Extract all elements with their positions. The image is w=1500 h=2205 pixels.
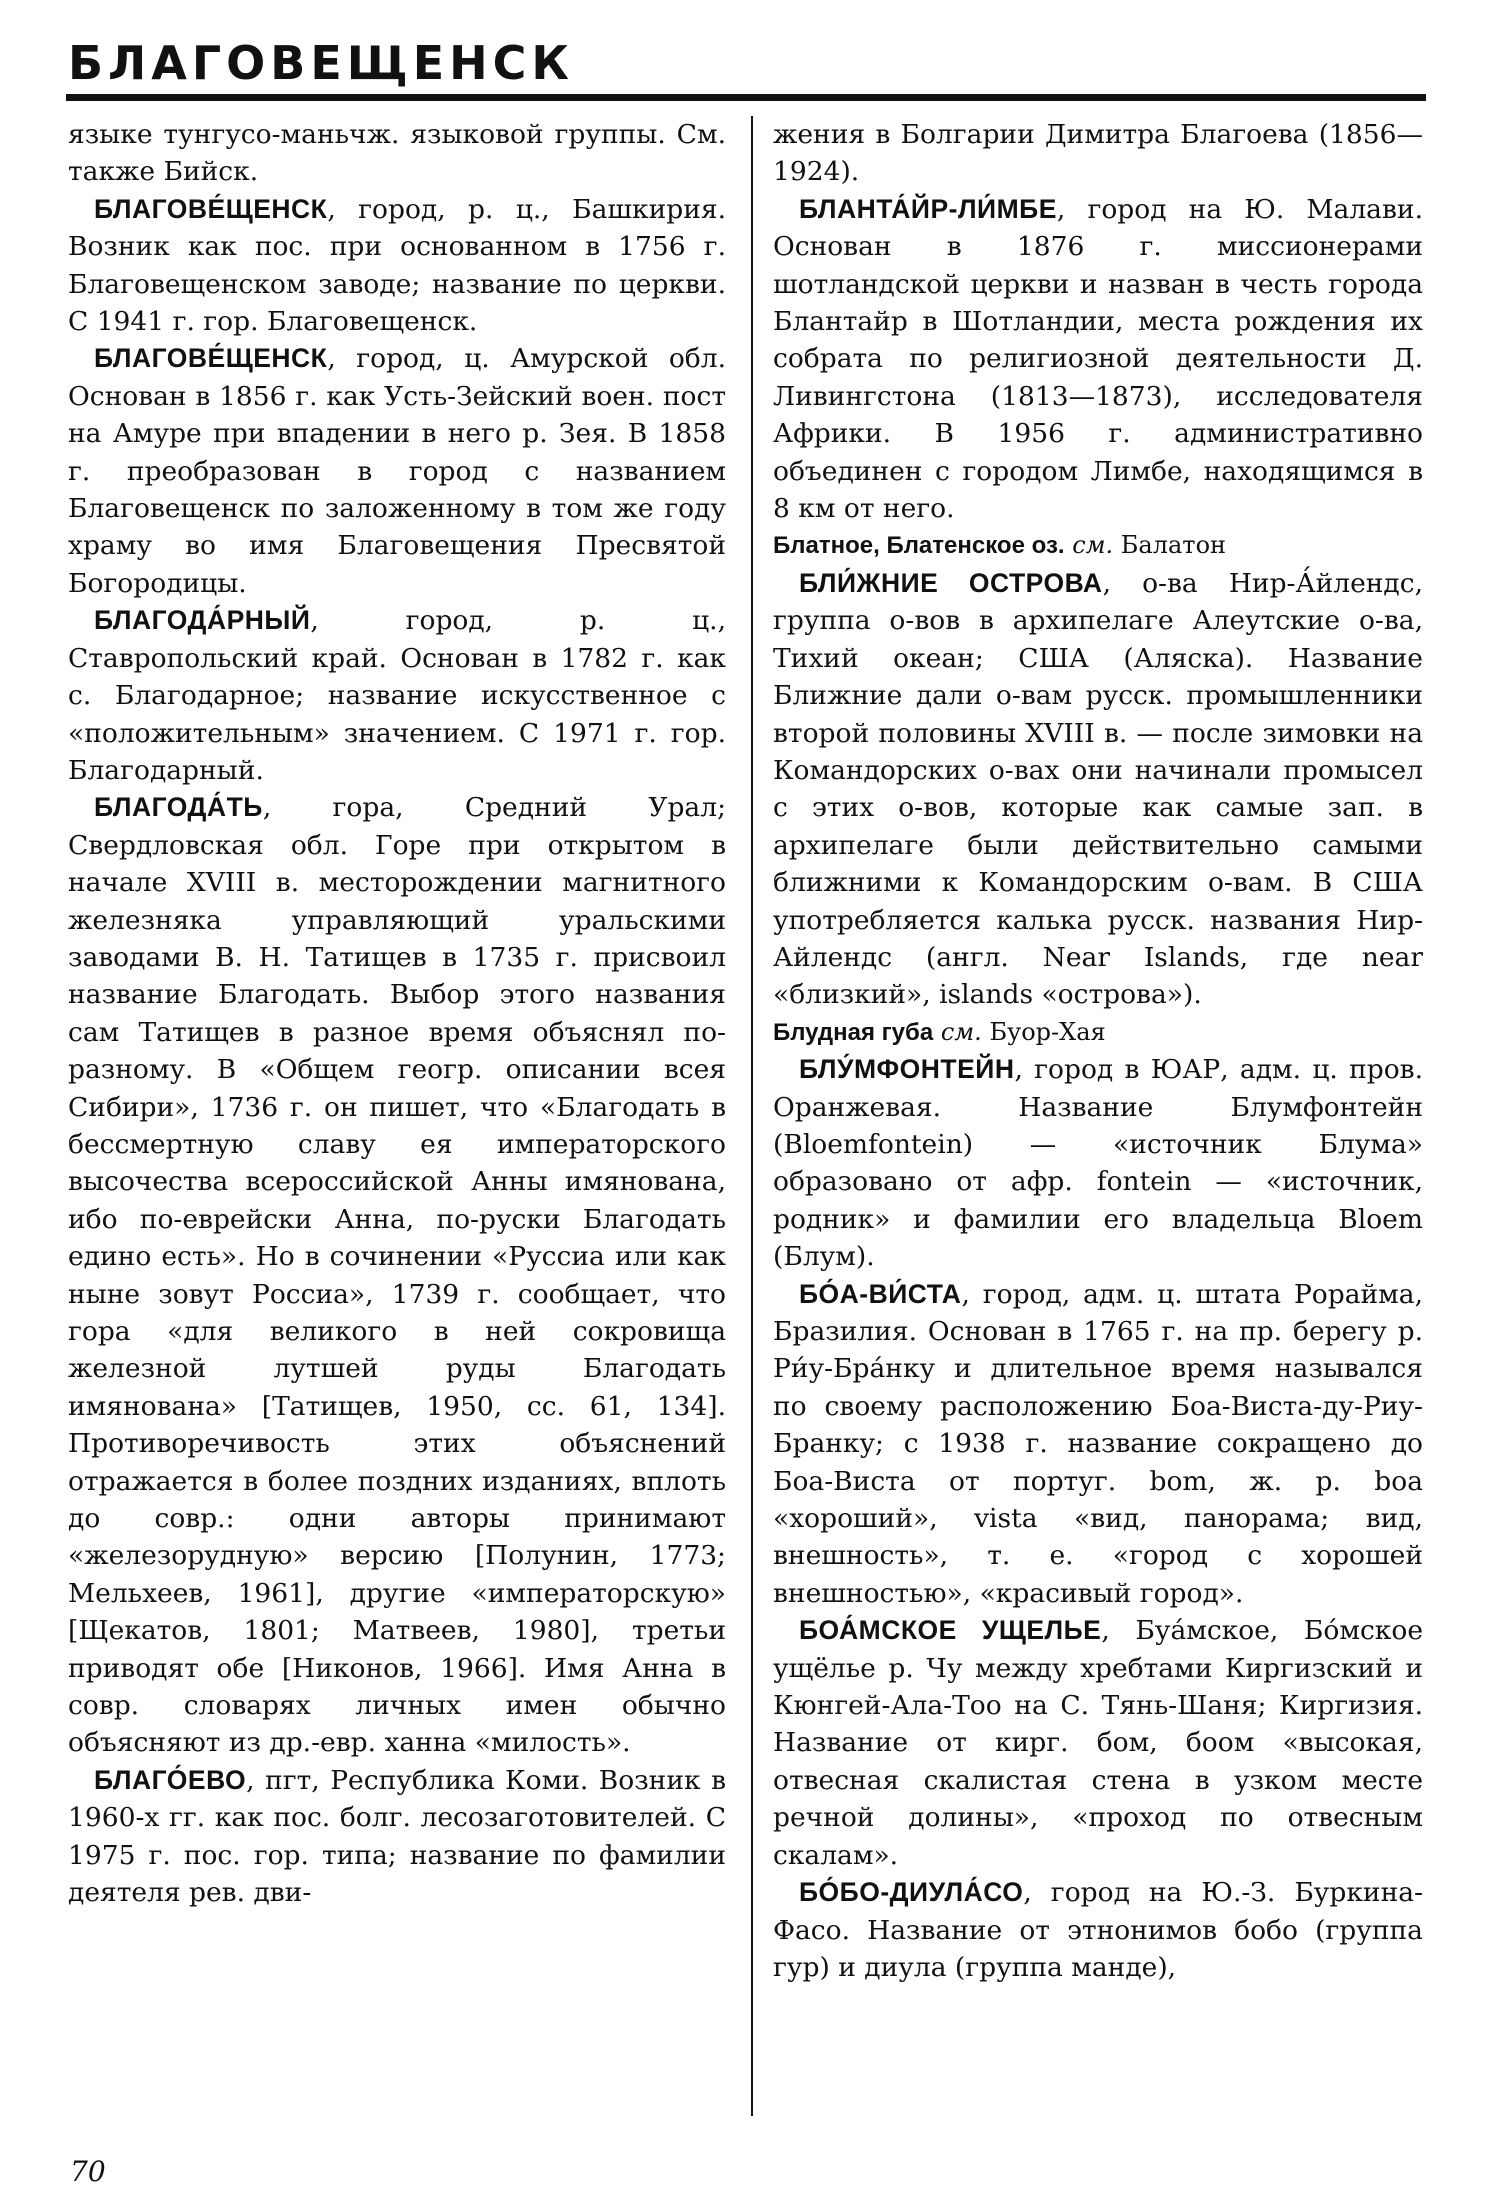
entry-headword: БО́А-ВИ́СТА	[799, 1278, 962, 1309]
entry-text: , город на Ю. Малави. Основан в 1876 г. миссионерами шотландской церкви и назван в честь города Блантайр в Шотландии, места рождения их собрата по религиозной деятельности Д. Ливингстона (1813—1873), исследователя Африки. В 1956 г. административно объединен с городом Лимбе, находящимся в 8 км от него.	[773, 193, 1423, 525]
entry	[68, 191, 726, 341]
cross-reference-term: Блатное, Блатенское оз.	[773, 532, 1065, 560]
cross-reference	[773, 1014, 1423, 1051]
right-column	[773, 116, 1423, 2116]
entry	[68, 1762, 726, 1912]
continuation-text: жения в Болгарии Димитра Благоева (1856—1924).	[773, 119, 1423, 188]
entry-text: , город, р. ц., Ставропольский край. Основан в 1782 г. как с. Благодарное; название искусственное с «положительным» значением. С 1971 г. гор. Благодарный.	[68, 605, 726, 786]
cross-reference-see: см.	[940, 1017, 982, 1046]
header-rule	[66, 94, 1426, 101]
entry-headword: БОА́МСКОЕ УЩЕЛЬЕ	[799, 1615, 1102, 1646]
entry	[773, 191, 1423, 528]
continuation-text: языке тунгусо-маньчж. языковой группы. См. также Бийск.	[68, 119, 726, 188]
entry-text: , город в ЮАР, адм. ц. пров. Оранжевая. Название Блумфонтейн (Bloemfontein) — «источник Блума» образовано от афр. fontein — «источник, родник» и фамилии его владельца Bloem (Блум).	[773, 1054, 1423, 1273]
entry	[773, 1612, 1423, 1874]
entry-text: , гора, Средний Урал; Свердловская обл. Горе при открытом в начале XVIII в. месторождении магнитного железняка управляющий уральскими заводами В. Н. Татищев в 1735 г. присвоил название Благодать. Выбор этого названия сам Татищев в разное время объяснял по-разному. В «Общем геогр. описании всея Сибири», 1736 г. он пишет, что «Благодать в бессмертную славу ея императорского высочества всероссийской Анны имянована, ибо по-еврейски Анна, по-руски Благодать едино есть». Но в сочинении «Руссиа или как ныне зовут Россиа», 1739 г. сообщает, что гора «для великого в ней сокровища железной лутшей руды Благодать имянована» [Татищев, 1950, сс. 61, 134]. Противоречивость этих объяснений отражается в более поздних изданиях, вплоть до совр.: одни авторы принимают «железорудную» версию [Полунин, 1773; Мельхеев, 1961], другие «императорскую» [Щекатов, 1801; Матвеев, 1980], третьи приводят обе [Никонов, 1966]. Имя Анна в совр. словарях личных имен обычно объясняют из др.-евр. ханна «милость».	[68, 792, 726, 1759]
entry	[68, 602, 726, 789]
entry-headword: БЛАГОДА́РНЫЙ	[94, 605, 311, 636]
entry	[773, 1874, 1423, 1986]
entry	[773, 565, 1423, 1014]
entry-text: , Буа́мское, Бо́мское ущёлье р. Чу между хребтами Киргизский и Кюнгей-Ала-Тоо на С. Тянь-Шаня; Киргизия. Название от кирг. бом, боом «высокая, отвесная скалистая стена в узком месте речной долины», «проход по отвесным скалам».	[773, 1615, 1423, 1871]
entry-headword: БЛАГОДА́ТЬ	[94, 792, 263, 823]
entry-headword: БЛИ́ЖНИЕ ОСТРОВА	[799, 567, 1103, 598]
cross-reference-target: Балатон	[1120, 531, 1227, 560]
entry-text: , город, р. ц., Башкирия. Возник как пос. при основанном в 1756 г. Благовещенском заводе; название по церкви. С 1941 г. гор. Благовещенск.	[68, 193, 726, 338]
entry-text: , пгт, Республика Коми. Возник в 1960-х гг. как пос. болг. лесозаготовителей. С 1975 г. пос. гор. типа; название по фамилии деятеля рев. дви-	[68, 1764, 726, 1909]
entry-headword: БЛАГОВЕ́ЩЕНСК	[94, 193, 328, 224]
column-divider	[751, 116, 753, 2116]
cross-reference	[773, 527, 1423, 564]
entry-headword: БЛУ́МФОНТЕЙН	[799, 1054, 1015, 1085]
entry-text: , о-ва Нир-А́йлендс, группа о-вов в архипелаге Алеутские о-ва, Тихий океан; США (Аляска). Название Ближние дали о-вам русск. промышленники второй половины XVIII в. — после зимовки на Командорских о-вах они начинали промысел с этих о-вов, которые как самые зап. в архипелаге были действительно самыми ближними к Командорским о-вам. В США употребляется калька русск. названия Нир-Айлендс (англ. Near Islands, где near «близкий», islands «острова»).	[773, 567, 1423, 1011]
entry	[68, 789, 726, 1762]
entry-headword: БЛАНТА́ЙР-ЛИ́МБЕ	[799, 193, 1057, 224]
page-number: 70	[70, 2155, 106, 2188]
entry	[68, 340, 726, 602]
entry	[773, 1051, 1423, 1275]
cross-reference-term: Блудная губа	[773, 1018, 934, 1046]
cross-reference-see: см.	[1072, 531, 1114, 560]
left-column	[68, 116, 726, 2116]
cross-reference-target: Буор-Хая	[989, 1017, 1106, 1046]
entry-headword: БО́БО-ДИУЛА́СО	[799, 1877, 1024, 1908]
entry-text: , город, адм. ц. штата Рорайма, Бразилия. Основан в 1765 г. на пр. берегу р. Ри́у-Бра́нку и длительное время назывался по своему расположению Боа-Виста-ду-Риу-Бранку; с 1938 г. название сокращено до Боа-Виста от португ. bom, ж. р. boa «хороший», vista «вид, панорама; вид, внешность», т. е. «город с хорошей внешностью», «красивый город».	[773, 1278, 1423, 1609]
entry-headword: БЛАГО́ЕВО	[94, 1764, 247, 1795]
running-head: БЛАГОВЕЩЕНСК	[68, 36, 575, 90]
entry-text: , город на Ю.-З. Буркина-Фасо. Название от этнонимов бобо (группа гур) и диула (группа манде),	[773, 1877, 1423, 1983]
entry	[773, 1276, 1423, 1613]
entry-headword: БЛАГОВЕ́ЩЕНСК	[94, 343, 328, 374]
entry-text: , город, ц. Амурской обл. Основан в 1856 г. как Усть-Зейский воен. пост на Амуре при впадении в него р. Зея. В 1858 г. преобразован в город с названием Благовещенск по заложенному в том же году храму во имя Благовещения Пресвятой Богородицы.	[68, 343, 726, 599]
